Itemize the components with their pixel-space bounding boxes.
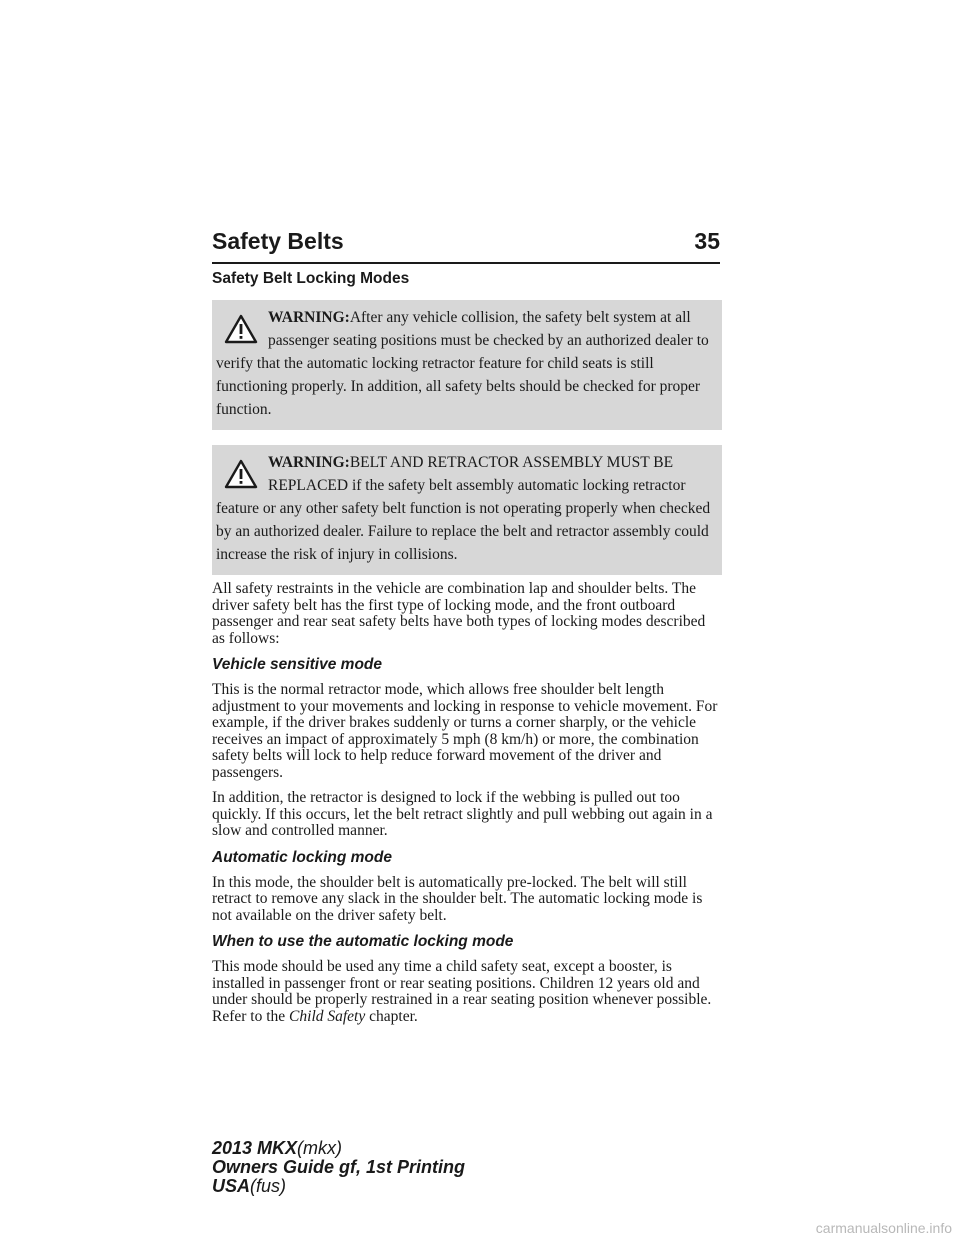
watermark: carmanualsonline.info xyxy=(815,1220,952,1236)
warning-text: After any vehicle collision, the safety belt system at all passenger seating positions must be checked by an authorized dealer to verify that the automatic locking retractor feature for child seats is still functioning properly. In addition, all safety belts should be checked for proper function. xyxy=(216,309,709,418)
subheading-automatic-locking: Automatic locking mode xyxy=(212,848,392,866)
market-code: (fus) xyxy=(250,1176,287,1196)
edition-label: Owners Guide gf, 1st Printing xyxy=(212,1157,466,1177)
page-number: 35 xyxy=(694,228,720,254)
page-footer xyxy=(212,1139,465,1196)
paragraph: In addition, the retractor is designed to lock if the webbing is pulled out too quickly. If this occurs, let the belt retract slightly and pull webbing out again in a slow and controlled manner. xyxy=(212,789,713,839)
paragraph-text: This mode should be used any time a child safety seat, except a booster, is installed in passenger front or rear seating positions. Children 12 years old and under should be properly restrained in a rear seating position whenever possible. Refer to the xyxy=(212,958,712,1025)
paragraph xyxy=(212,959,722,1025)
chapter-reference: Child Safety xyxy=(289,1007,366,1025)
market-label: USA xyxy=(212,1176,251,1196)
warning-box xyxy=(212,445,722,575)
section-title: Safety Belt Locking Modes xyxy=(212,270,410,287)
footer-line-2 xyxy=(212,1158,465,1177)
page-title: Safety Belts xyxy=(212,228,344,254)
warning-triangle-icon xyxy=(224,459,258,489)
page-header xyxy=(212,228,720,255)
subheading-vehicle-sensitive: Vehicle sensitive mode xyxy=(212,656,383,673)
warning-box xyxy=(212,300,722,430)
paragraph: This is the normal retractor mode, which allows free shoulder belt length adjustment to your movements and locking in response to vehicle movement. For example, if the driver brakes suddenly or turns a corner sharply, or the vehicle receives an impact of approximately 5 mph (8 km/h) or more, the combination safety belts will lock to help reduce forward movement of the driver and passengers. xyxy=(212,681,718,781)
paragraph-text: chapter. xyxy=(365,1007,418,1025)
paragraph: In this mode, the shoulder belt is automatically pre-locked. The belt will still retract to remove any slack in the shoulder belt. The automatic locking mode is not available on the driver safety belt. xyxy=(212,873,703,924)
warning-text: BELT AND RETRACTOR ASSEMBLY MUST BE REPLACED if the safety belt assembly automatic locking retractor feature or any other safety belt function is not operating properly when checked by an authorized dealer. Failure to replace the belt and retractor assembly could increase the risk of injury in collisions. xyxy=(216,454,711,563)
page-content xyxy=(212,270,722,1034)
intro-paragraph: All safety restraints in the vehicle are combination lap and shoulder belts. The driver safety belt has the first type of locking mode, and the front outboard passenger and rear seat safety belts have both types of locking modes described as follows: xyxy=(212,580,706,647)
warning-label: WARNING: xyxy=(268,309,350,326)
footer-line-1 xyxy=(212,1139,465,1158)
warning-label: WARNING: xyxy=(268,454,350,471)
warning-triangle-icon xyxy=(224,314,258,344)
model-label: 2013 MKX xyxy=(212,1138,298,1158)
footer-line-3 xyxy=(212,1177,465,1196)
header-divider xyxy=(212,262,720,264)
model-code: (mkx) xyxy=(297,1138,343,1158)
subheading-when-to-use: When to use the automatic locking mode xyxy=(212,933,514,950)
